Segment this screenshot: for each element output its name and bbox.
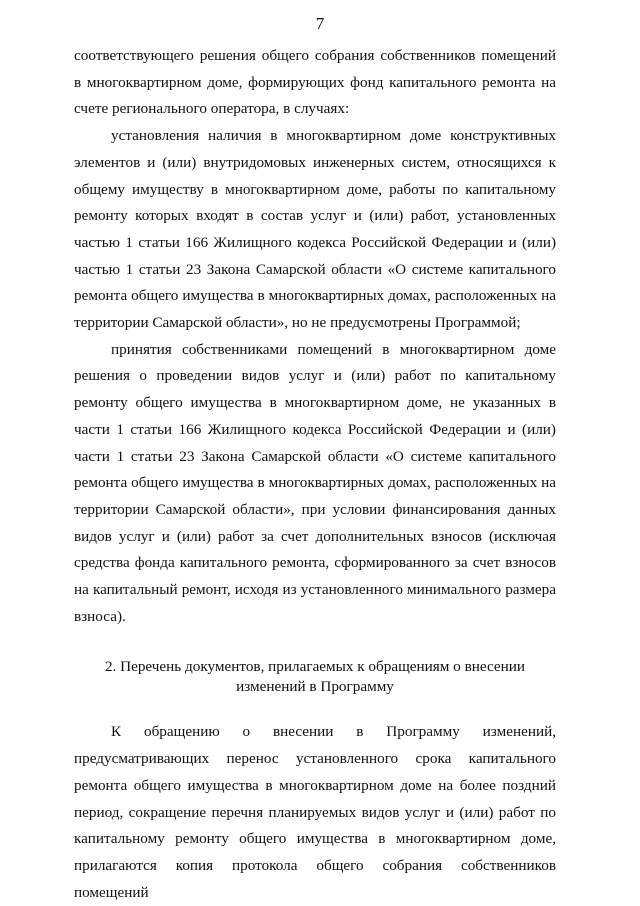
section-heading bbox=[74, 657, 556, 697]
paragraph-text: установления наличия в многоквартирном доме конструктивных элементов и (или) внутридомовых инженерных систем, относящихся к общему имуществу в многоквартирном доме, работы по капитальному ремонту которых входят в состав услуг и (или) работ, установленных частью 1 статьи 166 Жилищного кодекса Российской Федерации и (или) частью 1 статьи 23 Закона Самарской области «О системе капитального ремонта общего имущества в многоквартирных домах, расположенных на территории Самарской области», но не предусмотрены Программой; bbox=[74, 127, 556, 332]
paragraph-continuation bbox=[74, 43, 556, 123]
paragraph-owners-decision bbox=[74, 337, 556, 631]
paragraph-text: К обращению о внесении в Программу изменений, предусматривающих перенос установленного срока капитального ремонта общего имущества в многоквартирном доме на более поздний период, сокращение перечня планируемых видов услуг и (или) работ по капитальному ремонту общего имущества в многоквартирном доме, прилагаются копия протокола общего собрания собственников помещений bbox=[74, 723, 556, 901]
section-heading-line: изменений в Программу bbox=[236, 678, 394, 696]
document-body bbox=[74, 43, 556, 906]
page-number: 7 bbox=[315, 14, 325, 33]
paragraph-text: принятия собственниками помещений в многоквартирном доме решения о проведении видов услуг и (или) работ по капитальному ремонту общего имущества в многоквартирном доме, не указанных в части 1 статьи 166 Жилищного кодекса Российской Федерации и (или) части 1 статьи 23 Закона Самарской области «О системе капитального ремонта общего имущества в многоквартирных домах, расположенных на территории Самарской области», при условии финансирования данных видов услуг и (или) работ за счет дополнительных взносов (исключая средства фонда капитального ремонта, сформированного за счет взносов на капитальный ремонт, исходя из установленного минимального размера взноса). bbox=[74, 340, 556, 625]
paragraph-closing bbox=[74, 719, 556, 906]
section-heading-line: 2. Перечень документов, прилагаемых к обращениям о внесении bbox=[104, 658, 526, 676]
paragraph-text: соответствующего решения общего собрания собственников помещений в многоквартирном доме, формирующих фонд капитального ремонта на счете регионального оператора, в случаях: bbox=[74, 47, 556, 118]
paragraph-structural-elements bbox=[74, 123, 556, 337]
